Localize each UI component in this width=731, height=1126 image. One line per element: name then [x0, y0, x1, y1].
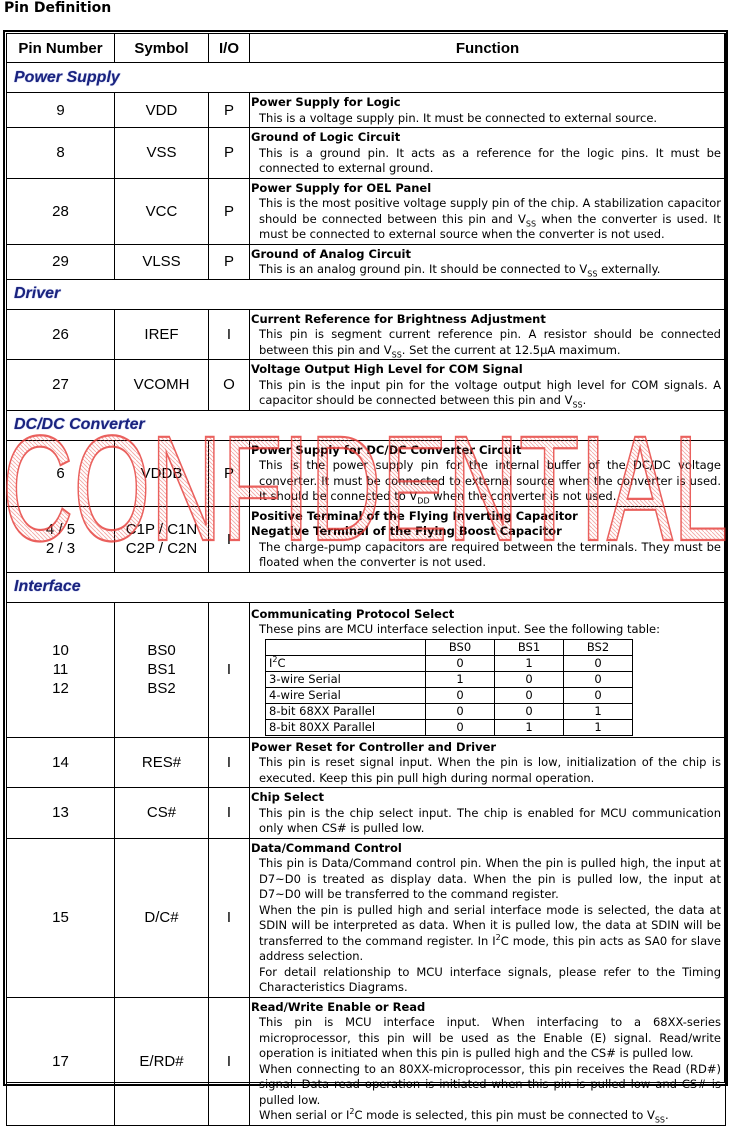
function-title: Ground of Analog Circuit [251, 246, 411, 261]
function-title: Voltage Output High Level for COM Signal [251, 362, 523, 376]
pin-number: 15 [7, 838, 115, 997]
function-text: This is a voltage supply pin. It must be connected to external source. [259, 110, 658, 125]
function-text: This is the power supply pin for the internal buffer of the DC/DC voltage converter. It must be connected to external source when the converter is used. It should be connected to $V_{DD}$ when the converter is not used. [259, 458, 721, 506]
pin-symbol: D/C# [115, 838, 209, 997]
pin-io: I [209, 997, 250, 1125]
function-title: Negative Terminal of the Flying Boost Capacitor [251, 524, 562, 538]
pin-symbol: RES# [115, 737, 209, 788]
bs-table-row: $I^2C$ 0 1 0 [266, 655, 633, 671]
pin-io: P [209, 93, 250, 128]
function-title: Power Reset for Controller and Driver [251, 739, 497, 754]
watermark-text: CONFIDENTIAL [2, 412, 728, 562]
pin-symbol: VDD [115, 93, 209, 128]
function-text: This is a ground pin. It acts as a reference for the logic pins. It must be connected to external ground. [259, 145, 721, 175]
table-row [7, 838, 726, 997]
pin-function [250, 309, 726, 360]
pin-function [250, 602, 726, 737]
bs-table-row: 4-wire Serial 0 0 0 [266, 687, 633, 703]
function-text: This pin is the chip select input. The chip is enabled for MCU communication only when CS# is pulled low. [259, 805, 721, 835]
function-text: This is an analog ground pin. It should be connected to $V_{SS}$ externally. [259, 262, 661, 279]
section-row [7, 572, 726, 602]
function-title: Positive Terminal of the Flying Inverting Capacitor [251, 508, 578, 523]
col-header-io: I/O [209, 34, 250, 63]
section-driver: Driver [7, 279, 726, 309]
pin-io: I [209, 737, 250, 788]
pin-io: P [209, 440, 250, 506]
function-title: Power Supply for OEL Panel [251, 180, 432, 195]
pin-number: 9 [7, 93, 115, 128]
page-heading: Pin Definition [4, 0, 112, 16]
pin-number: 28 [7, 178, 115, 244]
col-header-pin-number: Pin Number [7, 34, 115, 63]
function-title: Read/Write Enable or Read [251, 999, 426, 1014]
table-row [7, 440, 726, 506]
table-row [7, 128, 726, 179]
pin-io: I [209, 788, 250, 839]
col-header-symbol: Symbol [115, 34, 209, 63]
pin-number: 14 [7, 737, 115, 788]
pin-symbol: VLSS [115, 244, 209, 279]
section-interface: Interface [7, 572, 726, 602]
table-row [7, 788, 726, 839]
section-row [7, 410, 726, 440]
table-row [7, 506, 726, 572]
pin-io: I [209, 602, 250, 737]
section-dcdc-converter: DC/DC Converter [7, 410, 726, 440]
pin-io: I [209, 309, 250, 360]
pin-function [250, 128, 726, 179]
bs-select-table [265, 639, 633, 736]
function-text: When connecting to an 80XX-microprocessor, this pin receives the Read (RD#) signal. Data read operation is initiated when this pin is pulled low and CS# is pulled low. [259, 1061, 721, 1107]
pin-symbol: CS# [115, 788, 209, 839]
table-header-row [7, 34, 726, 63]
pin-number: 8 [7, 128, 115, 179]
table-row [7, 360, 726, 411]
table-row [7, 178, 726, 244]
function-title: Data/Command Control [251, 840, 402, 855]
section-row [7, 279, 726, 309]
pin-function [250, 178, 726, 244]
pin-number: 4 / 5 2 / 3 [7, 506, 115, 572]
pin-io: P [209, 128, 250, 179]
pin-symbol: BS0 BS1 BS2 [115, 602, 209, 737]
pin-function [250, 737, 726, 788]
function-text: When the pin is pulled high and serial interface mode is selected, the data at SDIN will be interpreted as data. When it is pulled low, the data at SDIN will be transferred to the command register. In $I^2C$ mode, this pin acts as SA0 for slave address selection. [259, 902, 722, 963]
function-title: Ground of Logic Circuit [251, 130, 401, 144]
bs-table-row: 8-bit 80XX Parallel 0 1 1 [266, 719, 633, 735]
pin-symbol: VCOMH [115, 360, 209, 411]
pin-function [250, 997, 726, 1125]
pin-definition-table [6, 33, 726, 1126]
table-row [7, 602, 726, 737]
function-text: When serial or $I^2C$ mode is selected, this pin must be connected to $V_{SS}$. [259, 1107, 669, 1125]
pin-symbol: E/RD# [115, 997, 209, 1125]
table-row [7, 244, 726, 279]
section-power-supply: Power Supply [7, 63, 726, 93]
function-title: Current Reference for Brightness Adjustment [251, 311, 546, 326]
pin-function [250, 440, 726, 506]
pin-symbol: VCC [115, 178, 209, 244]
pin-symbol: IREF [115, 309, 209, 360]
table-row [7, 93, 726, 128]
pin-function [250, 244, 726, 279]
function-title: Communicating Protocol Select [251, 606, 455, 621]
pin-number: 26 [7, 309, 115, 360]
pin-io: P [209, 178, 250, 244]
bs-table-row: 3-wire Serial 1 0 0 [266, 671, 633, 687]
pin-number: 6 [7, 440, 115, 506]
function-text: This pin is MCU interface input. When interfacing to a 68XX-series microprocessor, this pin will be used as the Enable (E) signal. Read/write operation is initiated when this pin is pulled high and the CS# is pulled low. [259, 1015, 721, 1060]
pin-number: 13 [7, 788, 115, 839]
function-text: This is the most positive voltage supply pin of the chip. A stabilization capacitor should be connected between this pin and $V_{SS}$ when the converter is used. It must be connected to external source when the converter is not used. [259, 196, 721, 241]
pin-symbol: VDDB [115, 440, 209, 506]
function-title: Chip Select [251, 790, 324, 804]
pin-number: 29 [7, 244, 115, 279]
pin-symbol: C1P / C1N C2P / C2N [115, 506, 209, 572]
table-row [7, 737, 726, 788]
pin-function [250, 838, 726, 997]
function-title: Power Supply for DC/DC Converter Circuit [251, 442, 522, 457]
table-row [7, 997, 726, 1125]
function-text: These pins are MCU interface selection input. See the following table: [259, 622, 660, 636]
function-text: The charge-pump capacitors are required between the terminals. They must be floated when the converter is not used. [259, 539, 721, 569]
function-text: This pin is segment current reference pin. A resistor should be connected between this pin and $V_{SS}$. Set the current at 12.5µA maximum. [259, 327, 721, 359]
col-header-function: Function [250, 34, 726, 63]
function-text: For detail relationship to MCU interface signals, please refer to the Timing Characteristics Diagrams. [259, 964, 721, 994]
table-row [7, 309, 726, 360]
pin-function [250, 360, 726, 411]
pin-io: I [209, 838, 250, 997]
function-title: Power Supply for Logic [251, 95, 401, 109]
pin-function [250, 93, 726, 128]
bs-table-header: BS0 BS1 BS2 [266, 639, 633, 655]
function-text: This pin is Data/Command control pin. When the pin is pulled high, the input at D7~D0 is treated as display data. When the pin is pulled low, the input at D7~D0 will be transferred to the command register. [259, 856, 721, 901]
bs-table-row: 8-bit 68XX Parallel 0 0 1 [266, 703, 633, 719]
pin-io: P [209, 244, 250, 279]
pin-number: 17 [7, 997, 115, 1125]
section-row [7, 63, 726, 93]
pin-number: 10 11 12 [7, 602, 115, 737]
pin-io: I [209, 506, 250, 572]
pin-number: 27 [7, 360, 115, 411]
pin-io: O [209, 360, 250, 411]
function-text: This pin is the input pin for the voltage output high level for COM signals. A capacitor should be connected between this pin and $V_{SS}$. [259, 377, 721, 410]
pin-function [250, 788, 726, 839]
pin-function [250, 506, 726, 572]
pin-symbol: VSS [115, 128, 209, 179]
function-text: This pin is reset signal input. When the pin is low, initialization of the chip is executed. Keep this pin pull high during normal operation. [259, 755, 721, 785]
